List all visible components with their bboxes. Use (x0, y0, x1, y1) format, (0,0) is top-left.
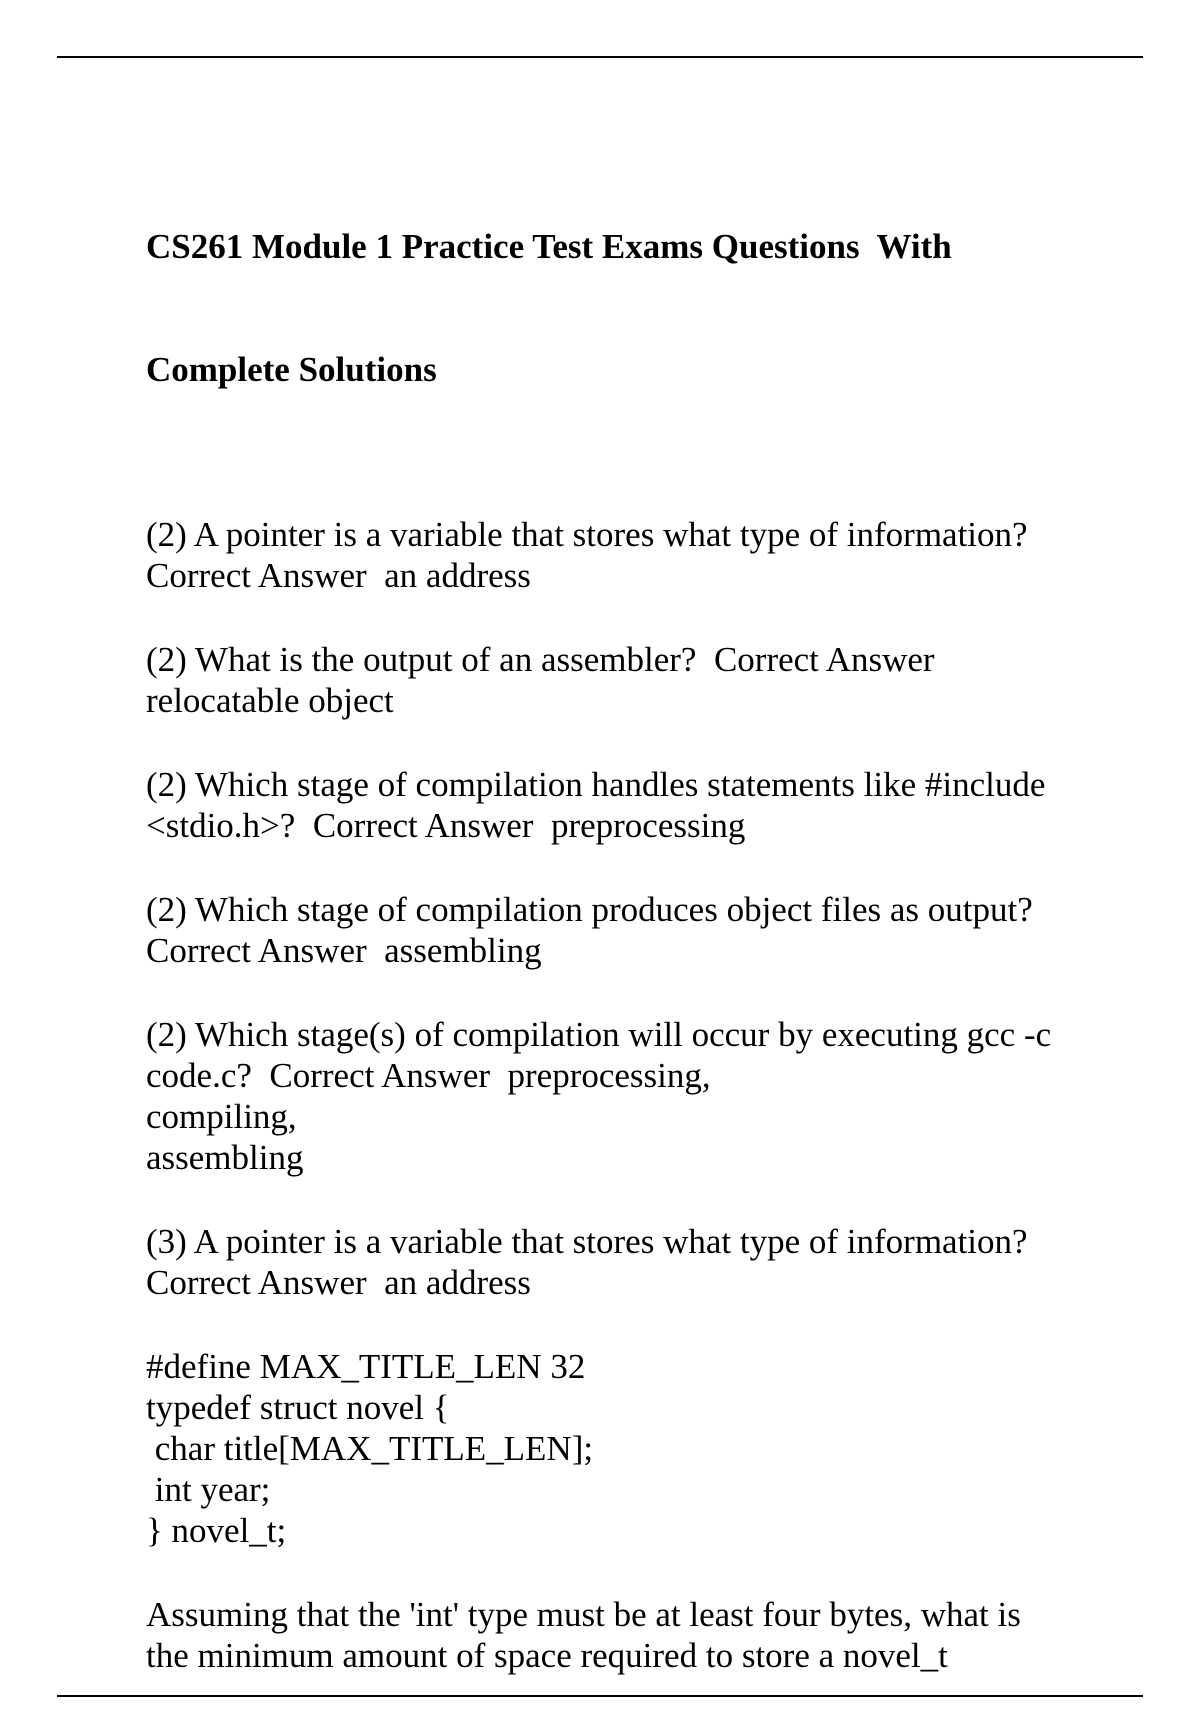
code-line: } novel_t; (146, 1511, 287, 1550)
answer-line: compiling, (146, 1097, 297, 1136)
code-line: typedef struct novel { (146, 1388, 450, 1427)
question-answer-3 (146, 764, 1106, 846)
question-line: (2) Which stage of compilation produces object files as output? (146, 890, 1033, 929)
question-line: (2) Which stage(s) of compilation will occur by executing gcc -c (146, 1015, 1052, 1054)
answer-line: <stdio.h>? Correct Answer preprocessing (146, 806, 746, 845)
code-snippet (146, 1346, 1106, 1551)
answer-line: Correct Answer an address (146, 556, 531, 595)
question-line: (3) A pointer is a variable that stores what type of information? (146, 1222, 1028, 1261)
answer-line: Correct Answer assembling (146, 931, 542, 970)
question-answer-4 (146, 889, 1106, 971)
question-answer-6 (146, 1221, 1106, 1303)
question-answer-2 (146, 639, 1106, 721)
answer-line: assembling (146, 1138, 304, 1177)
document-body (146, 144, 1106, 1719)
question-line: Assuming that the 'int' type must be at least four bytes, what is (146, 1595, 1021, 1634)
answer-line: Correct Answer an address (146, 1263, 531, 1302)
question-line: (2) What is the output of an assembler? Correct Answer (146, 640, 935, 679)
code-line: char title[MAX_TITLE_LEN]; (146, 1429, 594, 1468)
question-line: (2) A pointer is a variable that stores what type of information? (146, 515, 1028, 554)
code-line: #define MAX_TITLE_LEN 32 (146, 1347, 586, 1386)
question-line: the minimum amount of space required to store a novel_t (146, 1636, 948, 1675)
question-answer-1 (146, 514, 1106, 596)
question-line: (2) Which stage of compilation handles statements like #include (146, 765, 1046, 804)
question-answer-5 (146, 1014, 1106, 1178)
title-line: Complete Solutions (146, 350, 437, 389)
title-line: CS261 Module 1 Practice Test Exams Questions With (146, 227, 952, 266)
document-title (146, 144, 1106, 472)
answer-line: code.c? Correct Answer preprocessing, (146, 1056, 711, 1095)
code-line: int year; (146, 1470, 271, 1509)
answer-line: relocatable object (146, 681, 394, 720)
final-question (146, 1594, 1106, 1676)
bottom-rule (57, 1695, 1143, 1697)
top-rule (57, 56, 1143, 58)
